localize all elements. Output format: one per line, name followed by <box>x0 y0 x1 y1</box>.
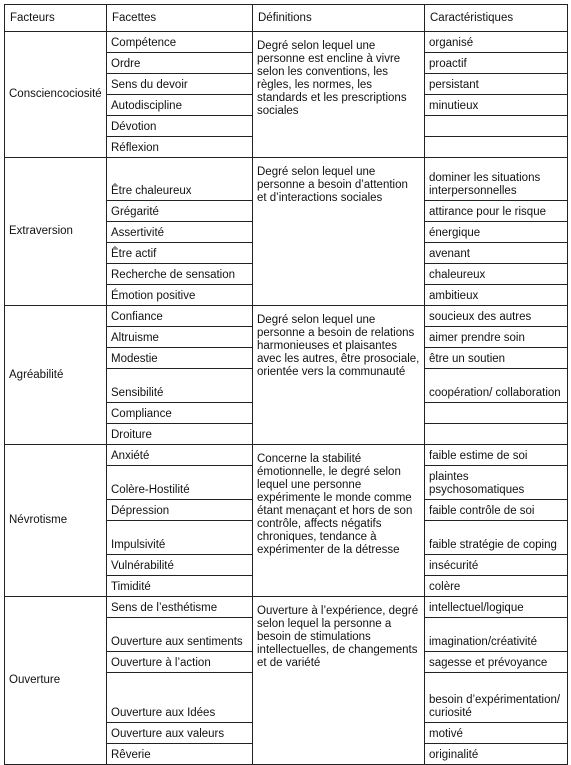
characteristic-cell <box>425 137 568 158</box>
facet-cell: Ouverture aux Idées <box>107 673 253 723</box>
table-row <box>5 597 568 618</box>
facet-cell: Colère-Hostilité <box>107 466 253 500</box>
characteristic-cell: être un soutien <box>425 348 568 369</box>
facet-cell: Sens de l’esthétisme <box>107 597 253 618</box>
factor-cell: Extraversion <box>5 158 107 306</box>
facet-cell: Dévotion <box>107 116 253 137</box>
facet-cell: Impulsivité <box>107 521 253 555</box>
facet-cell: Ouverture aux valeurs <box>107 723 253 744</box>
characteristic-cell: organisé <box>425 32 568 53</box>
table-row <box>5 445 568 466</box>
characteristic-cell: sagesse et prévoyance <box>425 652 568 673</box>
header-facets: Facettes <box>107 5 253 32</box>
characteristic-cell: faible estime de soi <box>425 445 568 466</box>
facet-cell: Réflexion <box>107 137 253 158</box>
facet-cell: Vulnérabilité <box>107 555 253 576</box>
table-row <box>5 158 568 201</box>
facet-cell: Sensibilité <box>107 369 253 403</box>
characteristic-cell: colère <box>425 576 568 597</box>
characteristic-cell: intellectuel/logique <box>425 597 568 618</box>
characteristic-cell: insécurité <box>425 555 568 576</box>
characteristic-cell: dominer les situations interpersonnelles <box>425 158 568 201</box>
characteristic-cell: énergique <box>425 222 568 243</box>
characteristic-cell <box>425 116 568 137</box>
big-five-table <box>4 4 568 765</box>
facet-cell: Émotion positive <box>107 285 253 306</box>
characteristic-cell: chaleureux <box>425 264 568 285</box>
facet-cell: Timidité <box>107 576 253 597</box>
header-row <box>5 5 568 32</box>
characteristic-cell: ambitieux <box>425 285 568 306</box>
facet-cell: Ouverture à l’action <box>107 652 253 673</box>
facet-cell: Rêverie <box>107 744 253 765</box>
characteristic-cell: plaintes psychosomatiques <box>425 466 568 500</box>
facet-cell: Modestie <box>107 348 253 369</box>
facet-cell: Droiture <box>107 424 253 445</box>
facet-cell: Confiance <box>107 306 253 327</box>
characteristic-cell <box>425 403 568 424</box>
facet-cell: Sens du devoir <box>107 74 253 95</box>
facet-cell: Assertivité <box>107 222 253 243</box>
table-body <box>5 32 568 765</box>
definition-cell: Degré selon lequel une personne a besoin de relations harmonieuses et plaisantes avec les autres, être prosociale, orientée vers la communauté <box>253 306 425 445</box>
characteristic-cell: motivé <box>425 723 568 744</box>
facet-cell: Anxiété <box>107 445 253 466</box>
table-row <box>5 306 568 327</box>
characteristic-cell: attirance pour le risque <box>425 201 568 222</box>
facet-cell: Ordre <box>107 53 253 74</box>
definition-cell: Degré selon lequel une personne est encline à vivre selon les conventions, les règles, les normes, les standards et les prescriptions sociales <box>253 32 425 158</box>
facet-cell: Compétence <box>107 32 253 53</box>
facet-cell: Être chaleureux <box>107 158 253 201</box>
table-row <box>5 32 568 53</box>
definition-cell: Ouverture à l’expérience, degré selon lequel la personne a besoin de stimulations intellectuelles, de changements et de variété <box>253 597 425 765</box>
factor-cell: Névrotisme <box>5 445 107 597</box>
facet-cell: Autodiscipline <box>107 95 253 116</box>
header-characteristics: Caractéristiques <box>425 5 568 32</box>
facet-cell: Altruisme <box>107 327 253 348</box>
characteristic-cell: soucieux des autres <box>425 306 568 327</box>
facet-cell: Être actif <box>107 243 253 264</box>
characteristic-cell: avenant <box>425 243 568 264</box>
facet-cell: Dépression <box>107 500 253 521</box>
characteristic-cell: faible stratégie de coping <box>425 521 568 555</box>
characteristic-cell: faible contrôle de soi <box>425 500 568 521</box>
characteristic-cell: proactif <box>425 53 568 74</box>
characteristic-cell: coopération/ collaboration <box>425 369 568 403</box>
characteristic-cell: besoin d’expérimentation/ curiosité <box>425 673 568 723</box>
factor-cell: Agréabilité <box>5 306 107 445</box>
definition-cell: Concerne la stabilité émotionnelle, le degré selon lequel une personne expérimente le monde comme étant menaçant et hors de son contrôle, affects négatifs chroniques, tendance à expérimenter de la détresse <box>253 445 425 597</box>
facet-cell: Ouverture aux sentiments <box>107 618 253 652</box>
facet-cell: Compliance <box>107 403 253 424</box>
characteristic-cell: minutieux <box>425 95 568 116</box>
characteristic-cell: originalité <box>425 744 568 765</box>
factor-cell: Ouverture <box>5 597 107 765</box>
facet-cell: Recherche de sensation <box>107 264 253 285</box>
header-factors: Facteurs <box>5 5 107 32</box>
characteristic-cell <box>425 424 568 445</box>
characteristic-cell: aimer prendre soin <box>425 327 568 348</box>
characteristic-cell: persistant <box>425 74 568 95</box>
definition-cell: Degré selon lequel une personne a besoin d’attention et d’interactions sociales <box>253 158 425 306</box>
characteristic-cell: imagination/créativité <box>425 618 568 652</box>
header-definitions: Définitions <box>253 5 425 32</box>
facet-cell: Grégarité <box>107 201 253 222</box>
factor-cell: Consciencociosité <box>5 32 107 158</box>
